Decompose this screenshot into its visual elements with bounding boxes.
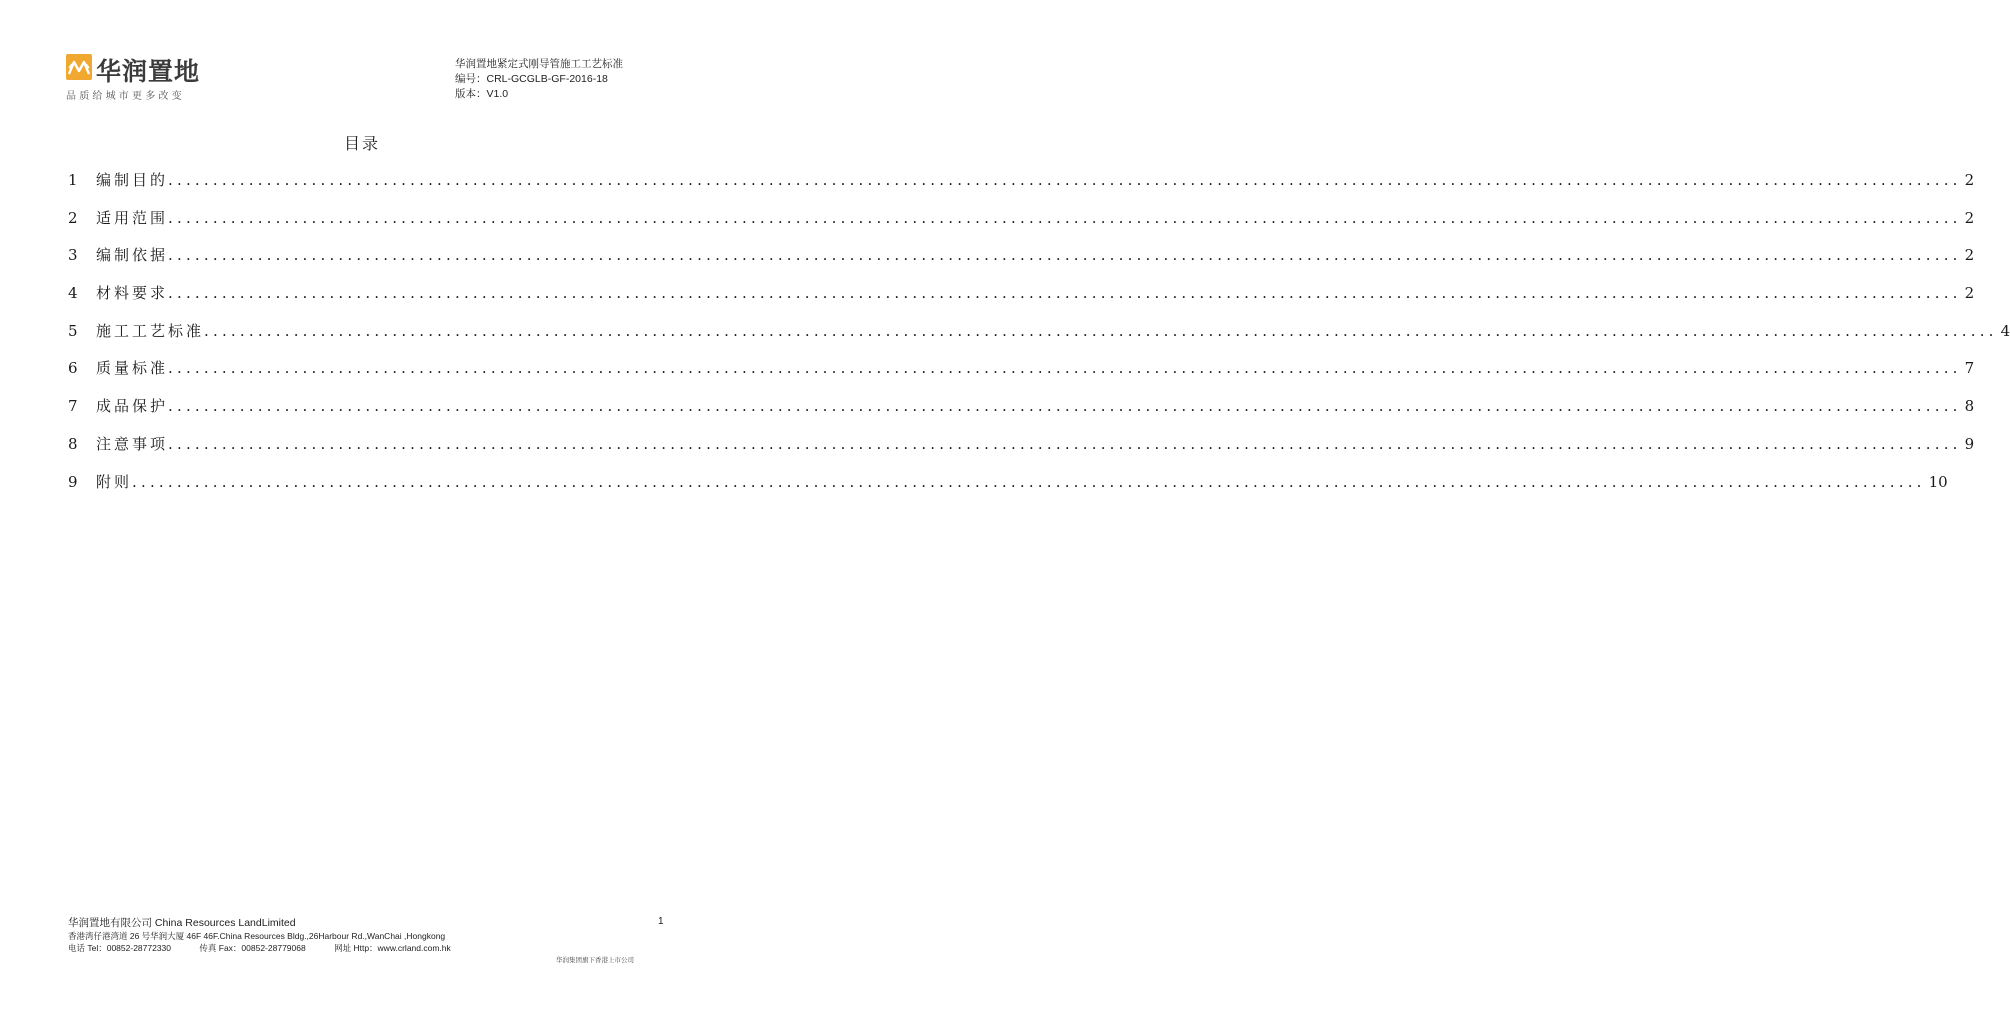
toc-entry-page: 8 [1964, 397, 1975, 416]
document-title: 华润置地紧定式刚导管施工工艺标准 [455, 58, 623, 70]
toc-entry-number: 6 [68, 359, 78, 378]
toc-entry-label: 成品保护 [96, 397, 169, 416]
toc-entry-number: 5 [68, 321, 78, 340]
toc-leader-dots: ........................................................................................................................................................................................................ [168, 208, 1962, 227]
toc-entry-page: 2 [1964, 284, 1975, 303]
footer-address: 香港湾仔港湾道 26 号华润大厦 46F 46F.China Resources Bldg.,26Harbour Rd.,WanChai ,Hongkong [68, 931, 446, 941]
toc-entry-page: 4 [2000, 321, 2010, 340]
footer-website[interactable]: 网址 Http：www.crland.com.hk [334, 943, 451, 953]
table-of-contents [68, 162, 2010, 501]
page-footer [68, 916, 668, 954]
toc-entry-number: 7 [68, 397, 78, 416]
footer-phone: 电话 Tel：00852-28772330 [68, 943, 172, 953]
page-number: 1 [658, 916, 664, 927]
toc-entry-label: 注意事项 [96, 434, 169, 453]
toc-entry[interactable] [68, 388, 1975, 426]
document-meta [455, 57, 623, 102]
document-version: 版本：V1.0 [455, 88, 509, 100]
toc-entry-label: 施工工艺标准 [96, 321, 205, 340]
toc-entry-number: 2 [68, 208, 78, 227]
document-code: 编号：CRL-GCGLB-GF-2016-18 [455, 73, 608, 85]
toc-leader-dots: ........................................................................................................................................................................................................ [168, 434, 1962, 453]
toc-entry-number: 3 [68, 246, 78, 265]
toc-entry-page: 2 [1964, 246, 1975, 265]
toc-entry[interactable] [68, 350, 1975, 388]
toc-entry[interactable] [68, 313, 2010, 351]
subsidiary-note: 华润集团旗下香港上市公司 [556, 956, 634, 964]
toc-leader-dots: ........................................................................................................................................................................................................ [168, 171, 1962, 189]
toc-entry[interactable] [68, 275, 1975, 313]
toc-entry-page: 7 [1964, 359, 1975, 378]
toc-entry-page: 10 [1928, 472, 1948, 491]
toc-entry-label: 质量标准 [96, 359, 169, 378]
toc-title: 目录 [343, 134, 380, 153]
toc-entry-label: 编制依据 [96, 246, 169, 265]
toc-entry-number: 1 [68, 171, 78, 189]
toc-entry-page: 2 [1964, 208, 1975, 227]
toc-entry-label: 适用范围 [96, 208, 169, 227]
footer-contacts [68, 942, 668, 954]
toc-leader-dots: ........................................................................................................................................................................................................ [132, 472, 1926, 491]
toc-entry-page: 2 [1964, 171, 1975, 189]
toc-entry[interactable] [68, 162, 1975, 200]
toc-entry[interactable] [68, 426, 1975, 464]
toc-entry-page: 9 [1964, 434, 1975, 453]
toc-entry[interactable] [68, 237, 1975, 275]
toc-leader-dots: ........................................................................................................................................................................................................ [168, 397, 1962, 416]
footer-company: 华润置地有限公司 China Resources LandLimited [68, 917, 296, 929]
toc-leader-dots: ........................................................................................................................................................................................................ [168, 359, 1962, 378]
toc-leader-dots: ........................................................................................................................................................................................................ [168, 284, 1962, 303]
logo-mark-icon [66, 54, 92, 80]
toc-entry-label: 编制目的 [96, 171, 169, 189]
toc-entry[interactable] [68, 200, 1975, 238]
toc-entry-label: 材料要求 [96, 284, 169, 303]
toc-entry-number: 9 [68, 472, 78, 491]
toc-entry-label: 附则 [96, 472, 133, 491]
footer-fax: 传真 Fax：00852-28779068 [199, 943, 306, 953]
logo-slogan: 品质给城市更多改变 [66, 91, 185, 102]
toc-entry-number: 4 [68, 284, 78, 303]
toc-entry-number: 8 [68, 434, 78, 453]
toc-leader-dots: ........................................................................................................................................................................................................ [204, 321, 1998, 340]
toc-leader-dots: ........................................................................................................................................................................................................ [168, 246, 1962, 265]
logo-name: 华润置地 [96, 57, 201, 86]
toc-entry[interactable] [68, 464, 1948, 502]
